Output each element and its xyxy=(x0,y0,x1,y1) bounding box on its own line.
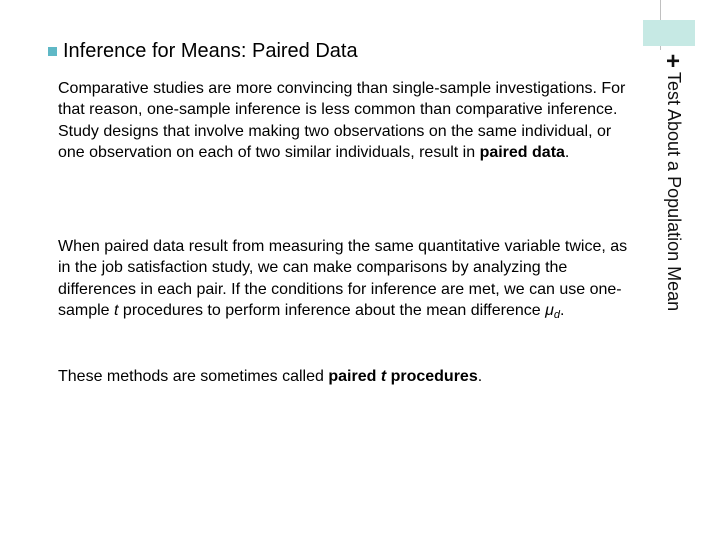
paragraph-paired-data-intro xyxy=(58,78,630,164)
paragraph3-end: . xyxy=(477,368,483,385)
plus-mark: + xyxy=(666,48,681,75)
slide-title: Inference for Means: Paired Data xyxy=(63,39,358,62)
slide-title-row xyxy=(48,38,358,64)
side-section-title: Test About a Population Mean xyxy=(664,72,684,312)
paragraph-paired-t xyxy=(58,366,630,387)
square-bullet-icon xyxy=(48,47,57,56)
paragraph1-text: Comparative studies are more convincing than single-sample investigations. For that reason, one-sample inference is less common than comparative inference. Study designs that involve making two observations on the same individual, or one observation on each of two similar individuals, result in xyxy=(58,80,626,162)
paragraph3-bold-b: procedures xyxy=(386,368,478,385)
paragraph2-text-a: When paired data result from measuring the same quantitative variable twice, as in the job satisfaction study, we can make comparisons by analyzing the differences in each pair. If the conditions for inference are met, we can use one-sample xyxy=(58,238,628,320)
paragraph2-text-b: procedures to perform inference about the mean difference xyxy=(118,302,546,320)
paragraph2-end: . xyxy=(560,302,565,320)
accent-bar xyxy=(643,20,695,46)
paragraph3-bold-italic-t: t xyxy=(380,368,387,385)
paragraph-differences xyxy=(58,236,630,327)
paragraph3-text: These methods are sometimes called xyxy=(58,368,329,385)
paragraph2-subscript-d: d xyxy=(553,309,560,322)
paragraph2-italic-t: t xyxy=(114,302,119,320)
paragraph2-mu: μ xyxy=(545,302,554,320)
paragraph1-end: . xyxy=(564,144,570,162)
paragraph1-bold-term: paired data xyxy=(479,144,565,162)
paragraph3-bold-a: paired xyxy=(328,368,381,385)
